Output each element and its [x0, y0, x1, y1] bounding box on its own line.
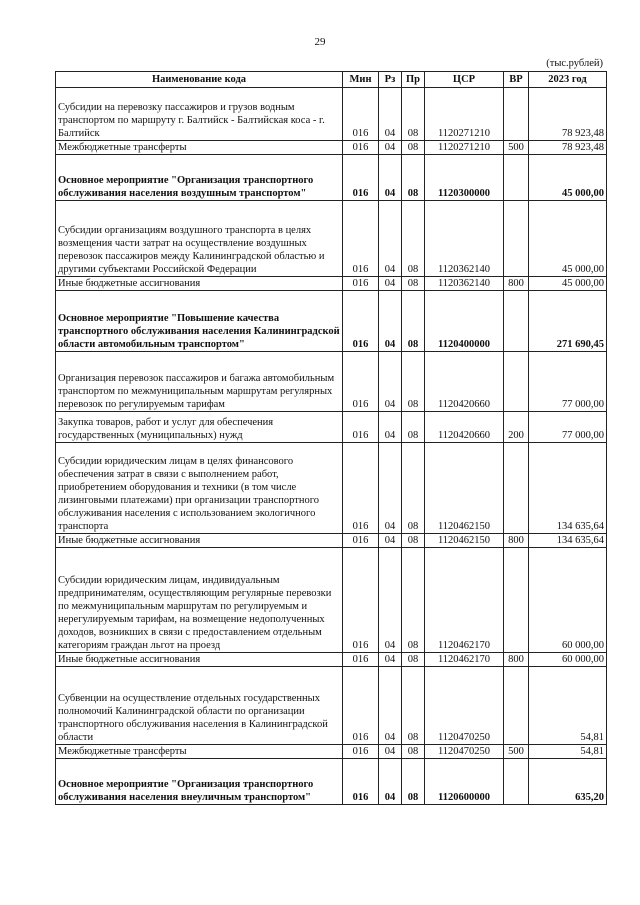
row-rz: 04: [379, 277, 402, 291]
table-row: [56, 277, 607, 291]
row-pr: 08: [402, 443, 425, 534]
row-min: 016: [343, 443, 379, 534]
table-row: [56, 201, 607, 277]
row-name: Субсидии юридическим лицам, индивидуальным предпринимателям, осуществляющим регулярные перевозки по межмуниципальным маршрутам по регулируемым и нерегулируемым тарифам, на возмещение недополученных доходов, возникших в связи с предоставлением отдельным категориям граждан льгот на проезд: [56, 548, 343, 653]
table-row: [56, 291, 607, 352]
row-min: 016: [343, 155, 379, 201]
row-name: Субсидии на перевозку пассажиров и грузов водным транспортом по маршруту г. Балтийск - Балтийская коса - г. Балтийск: [56, 88, 343, 141]
row-amount: 45 000,00: [529, 201, 607, 277]
row-csr: 1120400000: [425, 291, 504, 352]
budget-table: [55, 71, 607, 805]
row-name: Межбюджетные трансферты: [56, 141, 343, 155]
row-rz: 04: [379, 352, 402, 412]
row-csr: 1120420660: [425, 352, 504, 412]
row-csr: 1120271210: [425, 141, 504, 155]
table-row: [56, 412, 607, 443]
row-amount: 134 635,64: [529, 534, 607, 548]
row-rz: 04: [379, 412, 402, 443]
row-vr: [504, 667, 529, 745]
row-csr: 1120420660: [425, 412, 504, 443]
units-label: (тыс.рублей): [546, 58, 603, 69]
row-pr: 08: [402, 277, 425, 291]
row-vr: [504, 155, 529, 201]
header-vr: ВР: [504, 72, 529, 88]
row-name: Иные бюджетные ассигнования: [56, 534, 343, 548]
table-row: [56, 759, 607, 805]
page-number: 29: [314, 36, 326, 48]
table-row: [56, 352, 607, 412]
table-row: [56, 534, 607, 548]
row-min: 016: [343, 759, 379, 805]
row-amount: 60 000,00: [529, 548, 607, 653]
row-pr: 08: [402, 291, 425, 352]
row-pr: 08: [402, 534, 425, 548]
row-rz: 04: [379, 759, 402, 805]
header-pr: Пр: [402, 72, 425, 88]
row-amount: 77 000,00: [529, 412, 607, 443]
row-min: 016: [343, 653, 379, 667]
row-rz: 04: [379, 155, 402, 201]
row-pr: 08: [402, 759, 425, 805]
row-min: 016: [343, 745, 379, 759]
row-csr: 1120362140: [425, 277, 504, 291]
row-vr: 500: [504, 141, 529, 155]
row-rz: 04: [379, 745, 402, 759]
row-rz: 04: [379, 88, 402, 141]
table-row: [56, 88, 607, 141]
row-min: 016: [343, 88, 379, 141]
header-min: Мин: [343, 72, 379, 88]
row-vr: [504, 291, 529, 352]
row-amount: 60 000,00: [529, 653, 607, 667]
header-csr: ЦСР: [425, 72, 504, 88]
row-amount: 635,20: [529, 759, 607, 805]
row-rz: 04: [379, 291, 402, 352]
row-min: 016: [343, 412, 379, 443]
table-row: [56, 653, 607, 667]
row-csr: 1120462150: [425, 443, 504, 534]
row-name: Закупка товаров, работ и услуг для обеспечения государственных (муниципальных) нужд: [56, 412, 343, 443]
row-pr: 08: [402, 412, 425, 443]
row-pr: 08: [402, 141, 425, 155]
row-csr: 1120362140: [425, 201, 504, 277]
table-row: [56, 745, 607, 759]
row-amount: 78 923,48: [529, 141, 607, 155]
row-csr: 1120462150: [425, 534, 504, 548]
row-csr: 1120600000: [425, 759, 504, 805]
table-row: [56, 548, 607, 653]
row-csr: 1120462170: [425, 653, 504, 667]
row-name: Субсидии юридическим лицам в целях финансового обеспечения затрат в связи с выполнением работ, приобретением оборудования и техники (в том числе лизинговыми платежами) при организации транспортного обслуживания населения с использованием экологичного транспорта: [56, 443, 343, 534]
row-min: 016: [343, 548, 379, 653]
row-pr: 08: [402, 548, 425, 653]
row-amount: 77 000,00: [529, 352, 607, 412]
row-csr: 1120271210: [425, 88, 504, 141]
row-min: 016: [343, 352, 379, 412]
row-pr: 08: [402, 352, 425, 412]
header-amount: 2023 год: [529, 72, 607, 88]
row-name: Основное мероприятие "Повышение качества транспортного обслуживания населения Калининградской области автомобильным транспортом": [56, 291, 343, 352]
row-vr: 800: [504, 277, 529, 291]
row-rz: 04: [379, 534, 402, 548]
table-row: [56, 667, 607, 745]
table-row: [56, 443, 607, 534]
row-vr: 800: [504, 534, 529, 548]
row-csr: 1120470250: [425, 667, 504, 745]
row-pr: 08: [402, 201, 425, 277]
row-name: Иные бюджетные ассигнования: [56, 653, 343, 667]
row-name: Основное мероприятие "Организация транспортного обслуживания населения воздушным транспортом": [56, 155, 343, 201]
row-min: 016: [343, 534, 379, 548]
row-rz: 04: [379, 548, 402, 653]
row-min: 016: [343, 667, 379, 745]
row-vr: [504, 759, 529, 805]
row-vr: [504, 443, 529, 534]
row-vr: [504, 201, 529, 277]
row-min: 016: [343, 201, 379, 277]
row-csr: 1120300000: [425, 155, 504, 201]
header-rz: Рз: [379, 72, 402, 88]
row-name: Иные бюджетные ассигнования: [56, 277, 343, 291]
table-row: [56, 141, 607, 155]
row-name: Основное мероприятие "Организация транспортного обслуживания населения внеуличным транспортом": [56, 759, 343, 805]
row-vr: [504, 548, 529, 653]
table-header-row: [56, 72, 607, 88]
row-rz: 04: [379, 653, 402, 667]
row-min: 016: [343, 277, 379, 291]
row-rz: 04: [379, 141, 402, 155]
row-amount: 271 690,45: [529, 291, 607, 352]
row-vr: 500: [504, 745, 529, 759]
row-pr: 08: [402, 88, 425, 141]
row-amount: 45 000,00: [529, 277, 607, 291]
row-vr: 800: [504, 653, 529, 667]
row-vr: [504, 88, 529, 141]
row-amount: 54,81: [529, 745, 607, 759]
table-row: [56, 155, 607, 201]
row-min: 016: [343, 291, 379, 352]
row-pr: 08: [402, 667, 425, 745]
row-name: Организация перевозок пассажиров и багажа автомобильным транспортом по межмуниципальным маршрутам регулярных перевозок по регулируемым тарифам: [56, 352, 343, 412]
row-name: Субсидии организациям воздушного транспорта в целях возмещения части затрат на осуществление воздушных перевозок пассажиров между Калининградской областью и другими субъектами Российской Федерации: [56, 201, 343, 277]
row-vr: 200: [504, 412, 529, 443]
header-name: Наименование кода: [56, 72, 343, 88]
row-pr: 08: [402, 745, 425, 759]
row-amount: 134 635,64: [529, 443, 607, 534]
row-csr: 1120462170: [425, 548, 504, 653]
row-csr: 1120470250: [425, 745, 504, 759]
row-amount: 54,81: [529, 667, 607, 745]
row-amount: 78 923,48: [529, 88, 607, 141]
row-name: Межбюджетные трансферты: [56, 745, 343, 759]
row-vr: [504, 352, 529, 412]
row-pr: 08: [402, 653, 425, 667]
row-rz: 04: [379, 201, 402, 277]
row-pr: 08: [402, 155, 425, 201]
row-rz: 04: [379, 443, 402, 534]
row-min: 016: [343, 141, 379, 155]
row-amount: 45 000,00: [529, 155, 607, 201]
row-name: Субвенции на осуществление отдельных государственных полномочий Калининградской области по организации транспортного обслуживания населения в Калининградской области: [56, 667, 343, 745]
row-rz: 04: [379, 667, 402, 745]
